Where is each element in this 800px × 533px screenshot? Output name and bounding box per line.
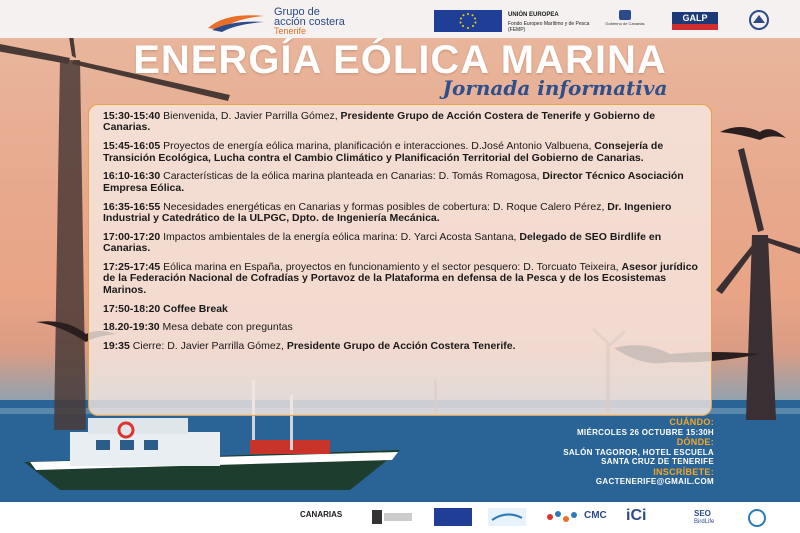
galp-badge-label: GALP [682, 13, 708, 23]
eu-logo [434, 10, 596, 32]
galp-line2: acción costera [274, 16, 345, 28]
wind-turbine-right-icon [716, 148, 800, 420]
program-item: 17:50-18:20 Coffee Break [103, 302, 228, 315]
where-line1: SALÓN TAGOROR, HOTEL ESCUELA [563, 447, 714, 457]
eu-flag-icon [434, 10, 502, 32]
program-item: 15:45-16:05 Proyectos de energía eólica marina, planificación e interacciones. D.José Antonio Valbuena, Consejería de Transición Ecológica, Lucha contra el Cambio Climático y Planificación Territorial del Gobierno de Canarias. [103, 140, 664, 164]
gob-canarias-label: Gobierno de Canarias [605, 21, 645, 26]
eu-footer-flag-icon [434, 508, 472, 526]
program-item: 16:10-16:30 Características de la eólica marina planteada en Canarias: D. Tomás Romagosa, Director Técnico Asociación Empresa Eólica. [103, 170, 684, 194]
cabildo-tenerife-icon [744, 9, 774, 31]
gobierno-logo-icon [372, 510, 412, 524]
program-panel [88, 104, 712, 416]
program-item: 18.20-19:30 Mesa debate con preguntas [103, 321, 293, 334]
program-item: 17:25-17:45 Eólica marina en España, proyectos en funcionamiento y el sector pesquero: D. Torcuato Teixeira, Asesor jurídico de la Federación Nacional de Cofradías y Portavoz de la Plataforma en defensa de la Pesca y de los Ecosistemas Marinos. [103, 261, 698, 296]
page-title: ENERGÍA EÓLICA MARINA [133, 38, 667, 82]
cmc-dots-icon [546, 510, 582, 524]
galp-line3: Tenerife [274, 26, 307, 36]
ici-logo: iCi [626, 507, 647, 524]
when-label: CUÁNDO: [669, 417, 714, 427]
program-item: 15:30-15:40 Bienvenida, D. Javier Parrilla Gómez, Presidente Grupo de Acción Costera de Tenerife y Gobierno de Canarias. [103, 110, 656, 134]
eu-label: UNIÓN EUROPEA [508, 12, 559, 18]
galp-wave-icon [206, 10, 266, 32]
logo-bar [0, 0, 800, 38]
signup-label: INSCRÍBETE: [653, 466, 714, 477]
where-line2: SANTA CRUZ DE TENERIFE [601, 457, 714, 466]
signup-email-link[interactable]: GACTENERIFE@GMAIL.COM [595, 477, 714, 486]
wave-logo-icon [488, 508, 526, 526]
where-label: DÓNDE: [676, 437, 714, 447]
canarias-logo: CANARIAS [300, 510, 343, 519]
gobierno-canarias-logo [600, 10, 650, 32]
galp-badge [672, 12, 718, 30]
galp-logo [206, 6, 376, 34]
cofradia-logo-icon [742, 508, 772, 528]
program-item: 19:35 Cierre: D. Javier Parrilla Gómez, Presidente Grupo de Acción Costera Tenerife. [103, 340, 516, 353]
when-value: MIÉRCOLES 26 OCTUBRE 15:30H [576, 427, 714, 437]
seo-logo: SEO [694, 509, 711, 518]
program-item: 17:00-17:20 Impactos ambientales de la energía eólica marina: D. Yarci Acosta Santana, Delegado de SEO Birdlife en Canarias. [103, 230, 662, 255]
cmc-logo: CMC [584, 510, 607, 521]
sponsor-bar [0, 502, 800, 533]
coat-of-arms-icon [619, 10, 631, 20]
program-item: 16:35-16:55 Necesidades energéticas en Canarias y formas posibles de cobertura: D. Roque Calero Pérez, Dr. Ingeniero Industrial y Catedrático de la ULPGC, Dpto. de Ingeniería Mecánica. [103, 200, 672, 225]
birdlife-logo: BirdLife [694, 519, 715, 525]
page-subtitle: Jornada informativa [442, 76, 668, 100]
femp-label: Fondo Europeo Marítimo y de Pesca (FEMP) [508, 21, 590, 33]
event-info [563, 418, 714, 488]
galp-line1: Grupo de [274, 6, 320, 18]
